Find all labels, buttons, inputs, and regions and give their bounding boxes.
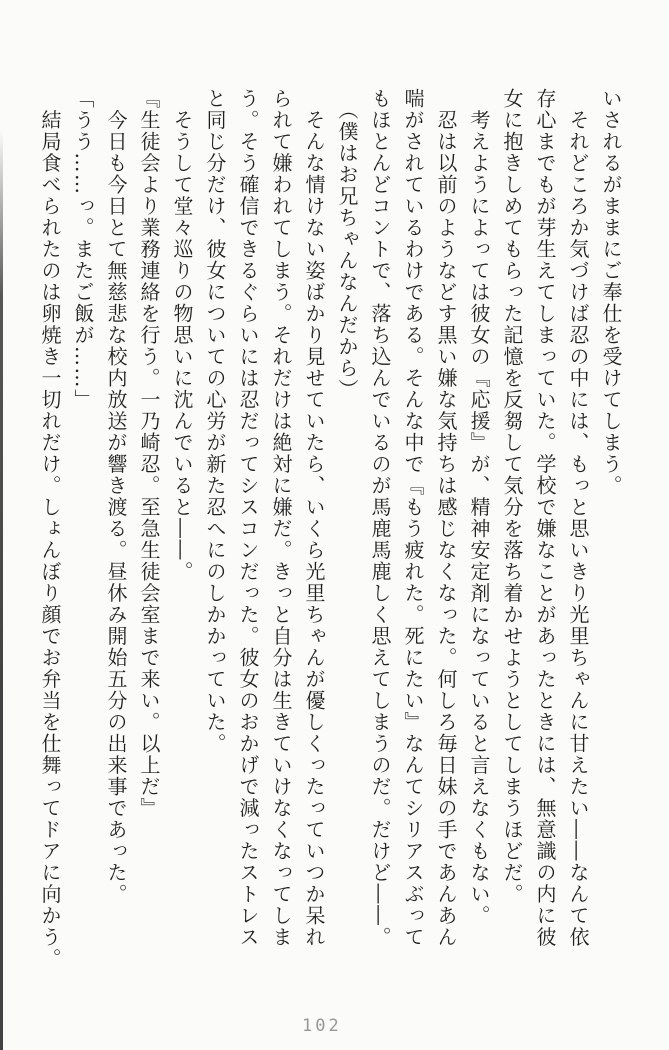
text-column: られて嫌われてしまう。それだけは絶対に嫌だ。きっと自分は生きていけなくなってしま — [269, 88, 293, 948]
text-column: 忍は以前のようなどす黒い嫌な気持ちは感じなくなった。何しろ毎日妹の手であんあん — [434, 88, 458, 948]
text-column: う。そう確信できるぐらいには忍だってシスコンだった。彼女のおかげで減ったストレス — [236, 88, 260, 948]
text-column: （僕はお兄ちゃんなんだから） — [335, 88, 359, 401]
text-column: もほとんどコントで、落ち込んでいるのが馬鹿馬鹿しく思えてしまうのだ。だけど――。 — [368, 88, 392, 948]
text-column: 『生徒会より業務連絡を行う。一乃崎忍。至急生徒会室まで来い。以上だ』 — [137, 88, 161, 819]
text-column: 存心までもが芽生えてしまっていた。学校で嫌なことがあったときには、無意識の内に彼 — [533, 88, 557, 948]
text-column: と同じ分だけ、彼女についての心労が新た忍へにのしかかっていた。 — [203, 88, 227, 755]
text-column: 喘がされているわけである。そんな中で『もう疲れた。死にたい』なんてシリアスぶって — [401, 88, 425, 948]
text-column: 今日も今日とて無慈悲な校内放送が響き渡る。昼休み開始五分の出来事であった。 — [104, 88, 128, 905]
text-column: 結局食べられたのは卵焼き一切れだけ。しょんぼり顔でお弁当を仕舞ってドアに向かう。 — [38, 88, 62, 970]
text-column: 女に抱きしめてもらった記憶を反芻して気分を落ち着かせようとしてしまうほどだ。 — [500, 88, 524, 905]
text-column: 「うう……っ。またご飯が……」 — [71, 88, 95, 411]
text-column: それどころか気づけば忍の中には、もっと思いきり光里ちゃんに甘えたい――なんて依 — [566, 88, 590, 948]
text-column: 考えようによっては彼女の『応援』が、精神安定剤になっていると言えなくもない。 — [467, 88, 491, 927]
text-column: そうして堂々巡りの物思いに沈んでいると――。 — [170, 88, 194, 583]
page-gutter-shadow — [0, 130, 3, 1050]
text-column: いされるがままにご奉仕を受けてしまう。 — [599, 88, 623, 497]
page-number: 102 — [302, 1016, 342, 1036]
text-column: そんな情けない姿ばかり見せていたら、いくら光里ちゃんが優しくったっていつか呆れ — [302, 88, 326, 948]
vertical-text-block — [33, 88, 627, 1003]
